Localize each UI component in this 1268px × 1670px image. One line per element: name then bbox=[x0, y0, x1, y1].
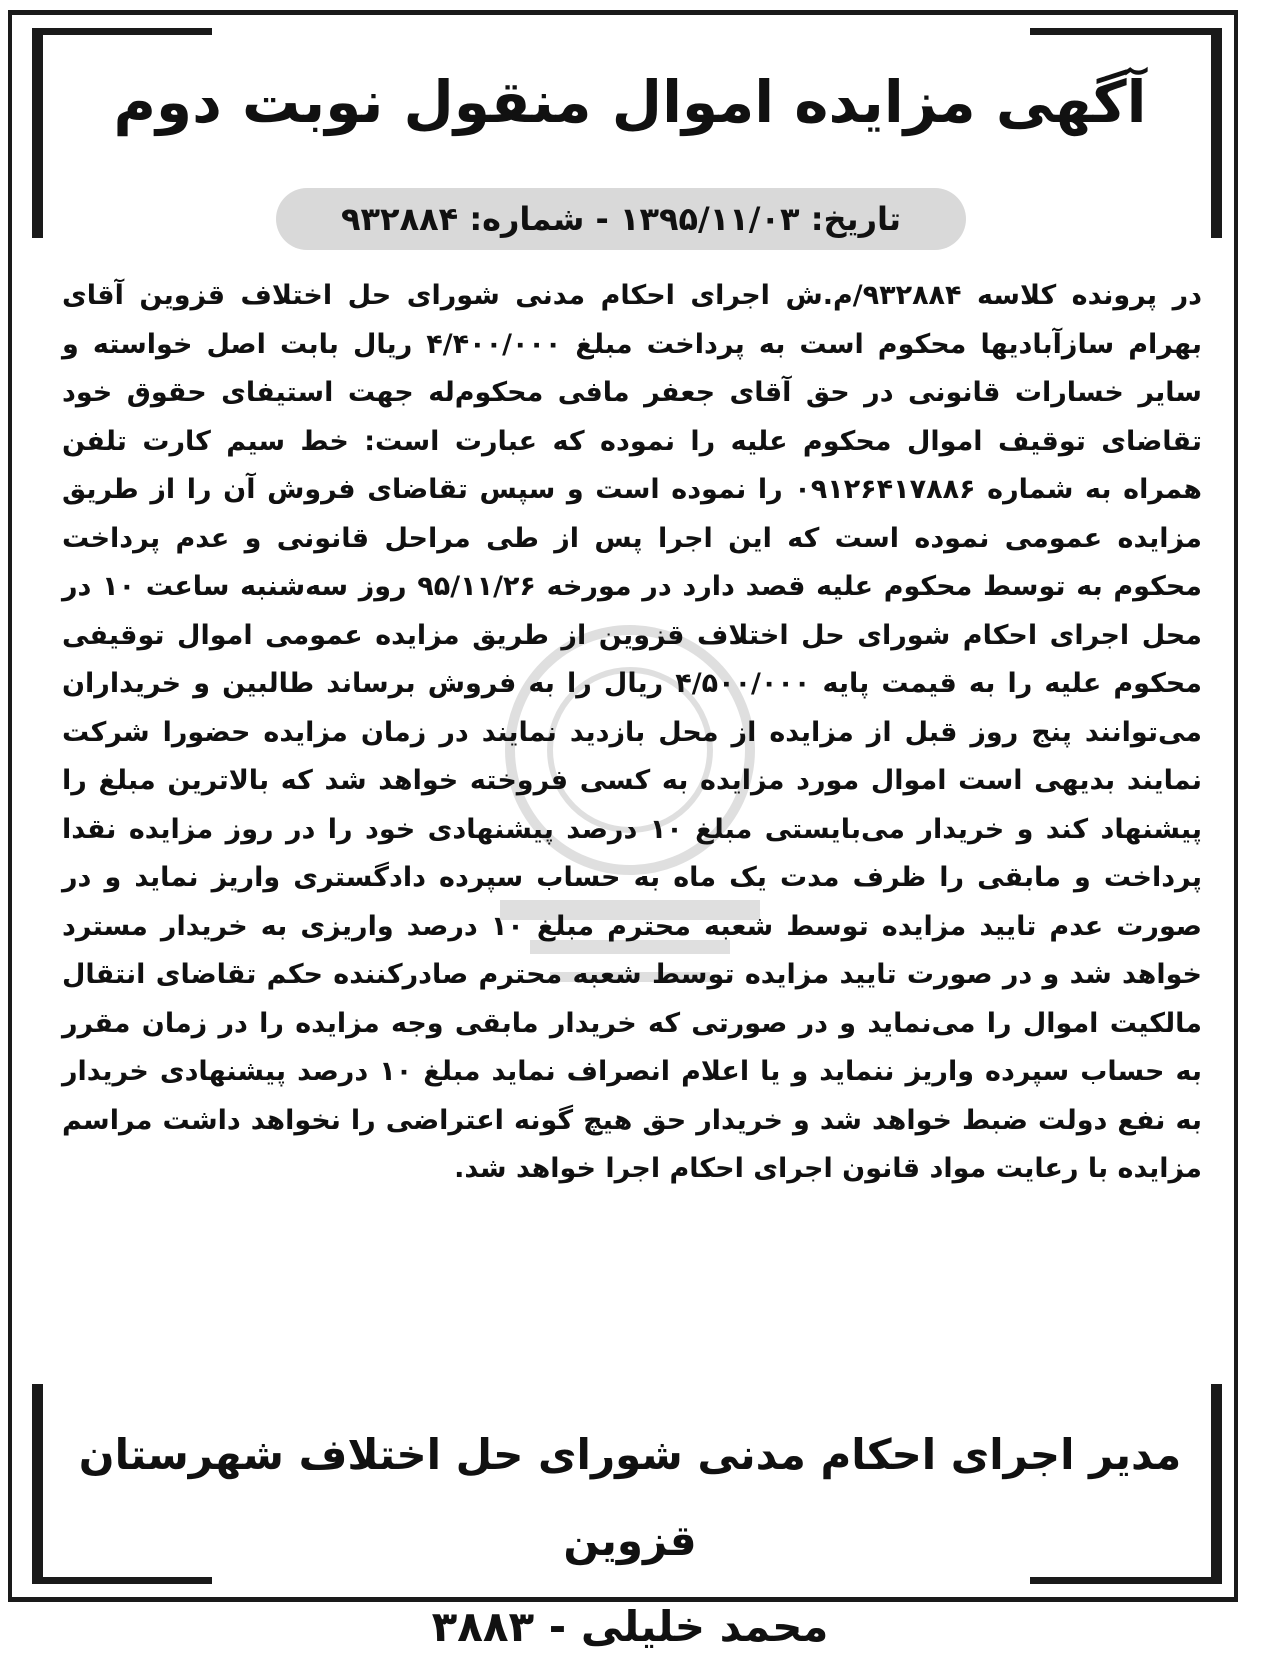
date-number-badge bbox=[276, 188, 966, 250]
frame-bar-top-left bbox=[32, 28, 43, 238]
frame-bar-bottom-right bbox=[1211, 1384, 1222, 1584]
frame-bar-bottom-left bbox=[32, 1384, 43, 1584]
notice-title: آگهی مزایده اموال منقول نوبت دوم bbox=[113, 68, 1147, 136]
date-number-text: تاریخ: ۱۳۹۵/۱۱/۰۳ - شماره: ۹۳۲۸۸۴ bbox=[340, 200, 902, 238]
frame-bar-top-right bbox=[1211, 28, 1222, 238]
signature-title: مدیر اجرای احکام مدنی شورای حل اختلاف شهرستان قزوین bbox=[78, 1430, 1182, 1565]
signature-block bbox=[60, 1412, 1200, 1670]
notice-body: در پرونده کلاسه ۹۳۲۸۸۴/م.ش اجرای احکام مدنی شورای حل اختلاف قزوین آقای بهرام سازآبادیها محکوم است به پرداخت مبلغ ۴/۴۰۰/۰۰۰ ریال بابت اصل خواسته و سایر خسارات قانونی در حق آقای جعفر مافی محکوم‌له جهت استیفای حقوق خود تقاضای توقیف اموال محکوم علیه را نموده که عبارت است: خط سیم کارت تلفن همراه به شماره ۰۹۱۲۶۴۱۷۸۸۶ را نموده است و سپس تقاضای فروش آن را از طریق مزایده عمومی نموده است که این اجرا پس از طی مراحل قانونی و عدم پرداخت محکوم به توسط محکوم علیه قصد دارد در مورخه ۹۵/۱۱/۲۶ روز سه‌شنبه ساعت ۱۰ در محل اجرای احکام شورای حل اختلاف قزوین از طریق مزایده عمومی اموال توقیفی محکوم علیه را به قیمت پایه ۴/۵۰۰/۰۰۰ ریال را به فروش برساند طالبین و خریداران می‌توانند پنج روز قبل از مزایده از محل بازدید نمایند در زمان مزایده حضورا شرکت نمایند بدیهی است اموال مورد مزایده به کسی فروخته خواهد شد که بالاترین مبلغ را پیشنهاد کند و خریدار می‌بایستی مبلغ ۱۰ درصد پیشنهادی خود را در روز مزایده نقدا پرداخت و مابقی را ظرف مدت یک ماه به حساب سپرده دادگستری واریز نماید و در صورت عدم تایید مزایده توسط شعبه محترم مبلغ ۱۰ درصد واریزی به خریدار مسترد خواهد شد و در صورت تایید مزایده توسط شعبه محترم صادرکننده حکم تقاضای انتقال مالکیت اموال را می‌نماید و در صورتی که خریدار مابقی وجه مزایده را در زمان مقرر به حساب سپرده واریز ننماید و یا اعلام انصراف نماید مبلغ ۱۰ درصد پیشنهادی خریدار به نفع دولت ضبط خواهد شد و خریدار حق هیچ گونه اعتراضی را نخواهد داشت مراسم مزایده با رعایت مواد قانون اجرای احکام اجرا خواهد شد. bbox=[62, 280, 1203, 1184]
frame-bar-top-left-horizontal bbox=[32, 28, 212, 35]
signature-name: محمد خلیلی - ۳۸۸۳ bbox=[431, 1602, 829, 1651]
frame-bar-top-right-horizontal bbox=[1030, 28, 1222, 35]
